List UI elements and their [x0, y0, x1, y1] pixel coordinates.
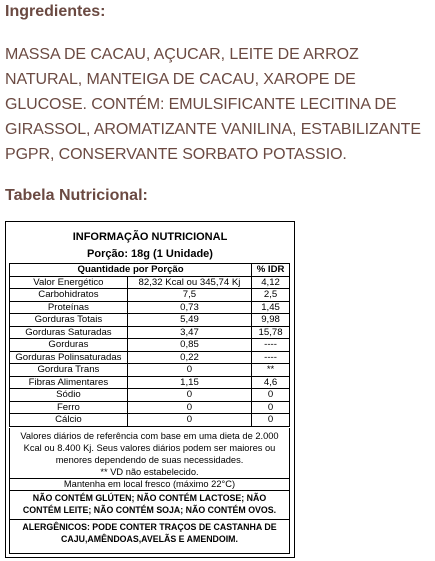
- nutrient-idr: **: [252, 364, 290, 377]
- nutrient-name: Ferro: [10, 401, 128, 414]
- nutrient-idr: 4,12: [252, 276, 290, 289]
- quantity-header: Quantidade por Porção: [10, 264, 252, 277]
- nutrient-idr: ----: [252, 339, 290, 352]
- vd-note: ** VD não estabelecido.: [100, 467, 199, 477]
- nutrition-row: [10, 401, 290, 414]
- nutrient-idr: 15,78: [252, 326, 290, 339]
- nutrition-row: [10, 276, 290, 289]
- idr-header: % IDR: [252, 264, 290, 277]
- nutrition-row: [10, 376, 290, 389]
- nutrient-amount: 0: [127, 414, 251, 427]
- allergen-free-note: NÃO CONTÉM GLÚTEN; NÃO CONTÉM LACTOSE; NÃO CONTÉM LEITE; NÃO CONTÉM SOJA; NÃO CONTÉM OVOS.: [9, 491, 290, 520]
- nutrition-row: [10, 326, 290, 339]
- nutrient-idr: 1,45: [252, 301, 290, 314]
- allergen-warning: ALERGÊNICOS: PODE CONTER TRAÇOS DE CASTANHA DE CAJU,AMÊNDOAS,AVELÃS E AMENDOIM.: [9, 520, 290, 554]
- nutrient-amount: 0: [127, 401, 251, 414]
- nutrient-name: Fibras Alimentares: [10, 376, 128, 389]
- nutrition-row: [10, 364, 290, 377]
- nutrient-idr: ----: [252, 351, 290, 364]
- daily-values-note: [9, 428, 290, 479]
- nutrition-row: [10, 351, 290, 364]
- nutrition-row: [10, 414, 290, 427]
- nutrient-name: Proteínas: [10, 301, 128, 314]
- nutrient-amount: 0,22: [127, 351, 251, 364]
- nutrient-amount: 1,15: [127, 376, 251, 389]
- nutrition-row: [10, 314, 290, 327]
- nutrition-row: [10, 389, 290, 402]
- nutrition-facts-panel: [5, 221, 295, 558]
- nutrient-amount: 0,73: [127, 301, 251, 314]
- nutrition-row: [10, 301, 290, 314]
- ingredients-heading: Ingredientes:: [5, 3, 106, 20]
- nutrient-amount: 7,5: [127, 289, 251, 302]
- nutrient-amount: 82,32 Kcal ou 345,74 Kj: [127, 276, 251, 289]
- nutrient-name: Gorduras Saturadas: [10, 326, 128, 339]
- nutrient-idr: 0: [252, 389, 290, 402]
- nutrition-table-heading: Tabela Nutricional:: [5, 187, 148, 204]
- nutrient-amount: 5,49: [127, 314, 251, 327]
- nutrient-name: Sódio: [10, 389, 128, 402]
- nutrition-title: INFORMAÇÃO NUTRICIONAL: [72, 231, 228, 243]
- nutrient-idr: 0: [252, 414, 290, 427]
- nutrient-name: Valor Energético: [10, 276, 128, 289]
- nutrient-name: Cálcio: [10, 414, 128, 427]
- nutrition-table: [9, 263, 290, 427]
- nutrient-name: Gorduras Totais: [10, 314, 128, 327]
- nutrient-name: Gorduras Polinsaturadas: [10, 351, 128, 364]
- nutrient-amount: 3,47: [127, 326, 251, 339]
- nutrient-amount: 0,85: [127, 339, 251, 352]
- reference-note: Valores diários de referência com base em uma dieta de 2.000 Kcal ou 8.400 Kj. Seus valores diários podem ser maiores ou menores dependendo de suas necessidades.: [20, 431, 279, 465]
- nutrient-amount: 0: [127, 364, 251, 377]
- portion-size: Porção: 18g (1 Unidade): [87, 248, 213, 260]
- nutrient-name: Gordura Trans: [10, 364, 128, 377]
- ingredients-text: MASSA DE CACAU, AÇUCAR, LEITE DE ARROZ NATURAL, MANTEIGA DE CACAU, XAROPE DE GLUCOSE. CONTÉM: EMULSIFICANTE LECITINA DE GIRASSOL, AROMATIZANTE VANILINA, ESTABILIZANTE PGPR, CONSERVANTE SORBATO POTASSIO.: [5, 46, 421, 163]
- nutrient-amount: 0: [127, 389, 251, 402]
- nutrient-idr: 9,98: [252, 314, 290, 327]
- nutrient-idr: 0: [252, 401, 290, 414]
- nutrient-name: Gorduras: [10, 339, 128, 352]
- storage-note: Mantenha em local fresco (máximo 22°C): [9, 479, 290, 491]
- nutrition-table-header: [10, 264, 290, 277]
- nutrient-idr: 4,6: [252, 376, 290, 389]
- nutrition-row: [10, 339, 290, 352]
- nutrition-row: [10, 289, 290, 302]
- nutrient-name: Carbohidratos: [10, 289, 128, 302]
- nutrient-idr: 2,5: [252, 289, 290, 302]
